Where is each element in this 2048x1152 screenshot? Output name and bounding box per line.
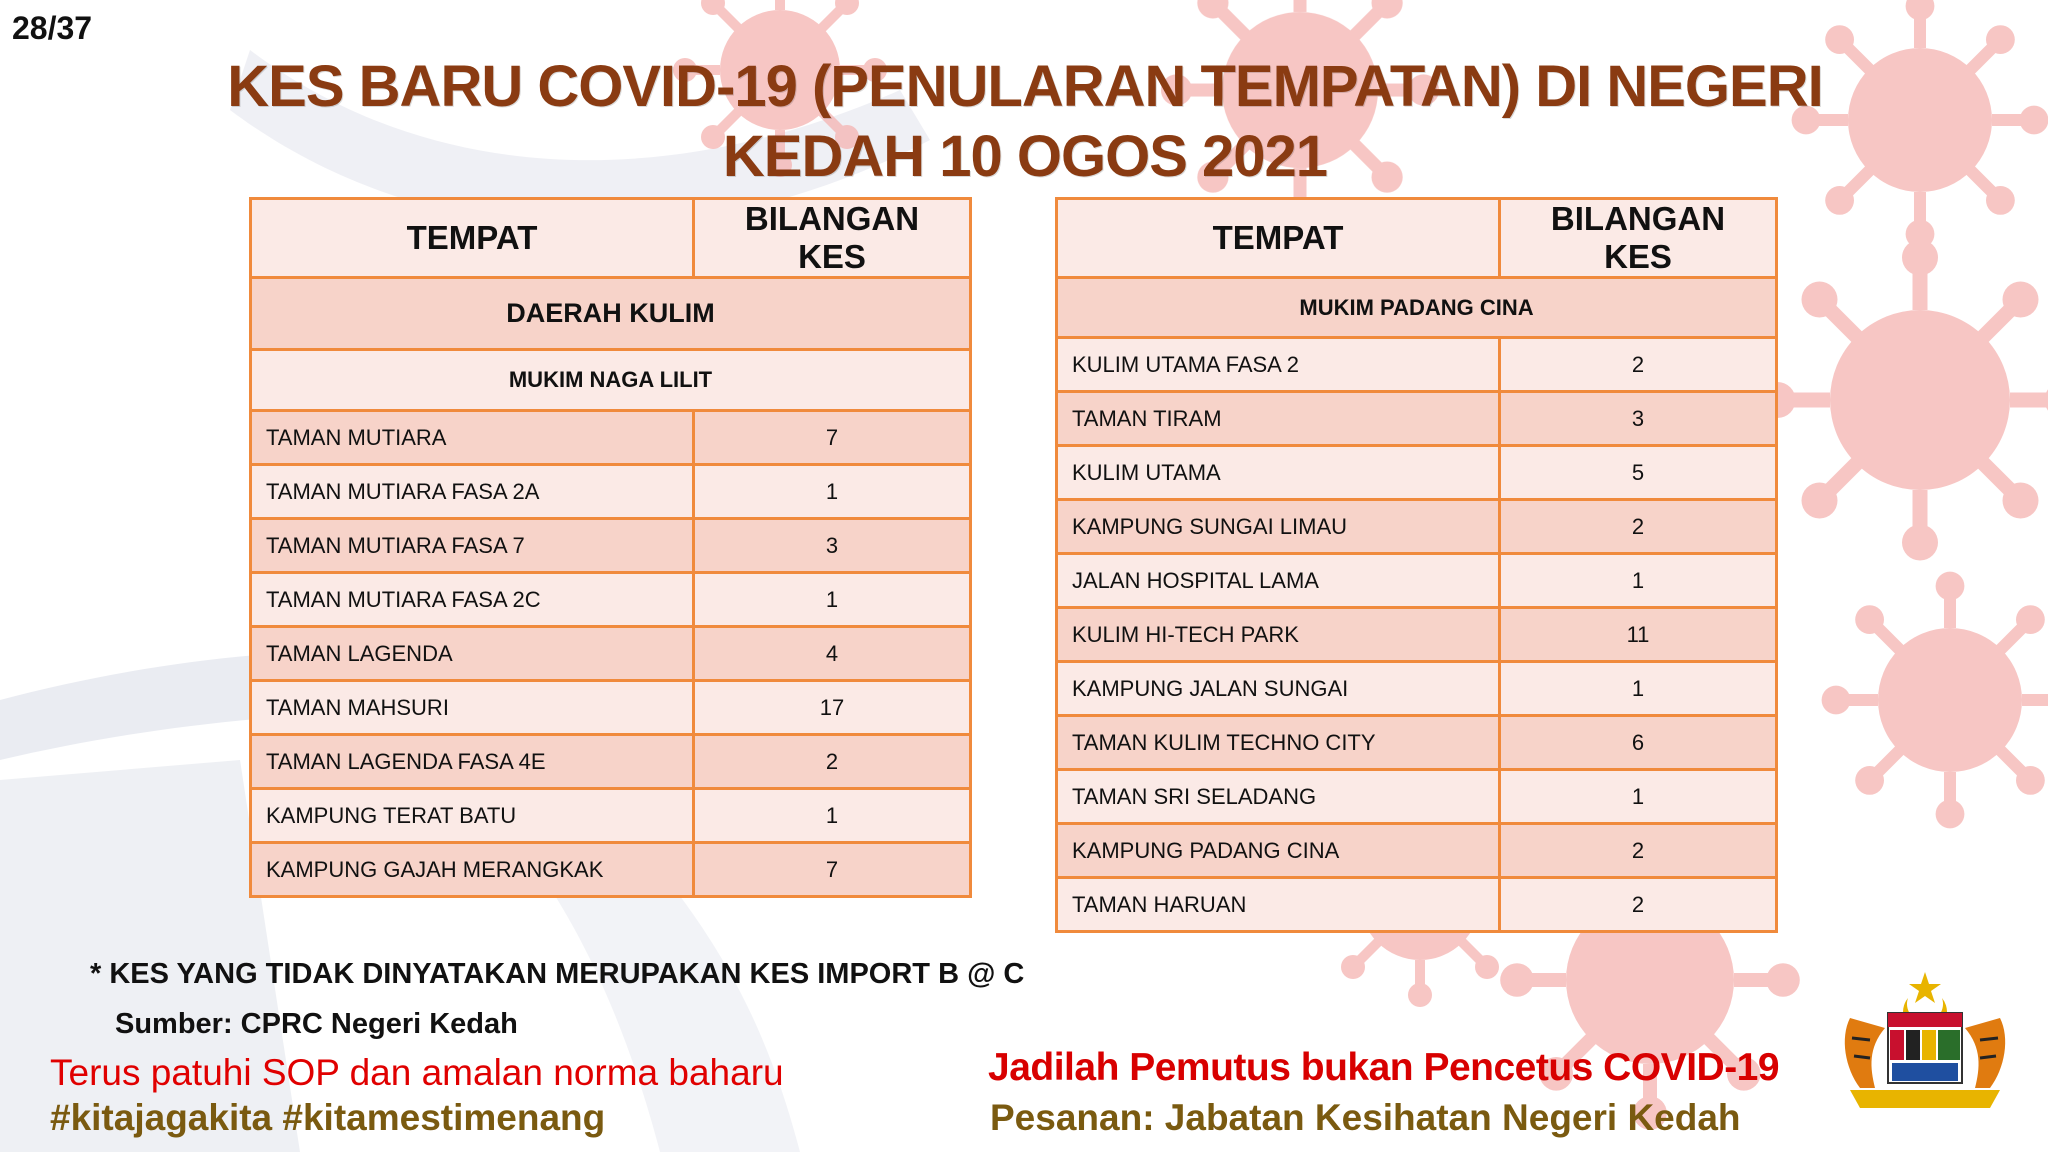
count-cell: 17	[694, 681, 971, 735]
count-cell: 1	[694, 573, 971, 627]
table-row	[1057, 716, 1777, 770]
table-row	[251, 735, 971, 789]
slogan: Jadilah Pemutus bukan Pencetus COVID-19	[988, 1046, 1780, 1089]
place-cell: TAMAN MUTIARA FASA 7	[251, 519, 694, 573]
count-cell: 1	[1500, 554, 1777, 608]
count-cell: 3	[694, 519, 971, 573]
table-row	[251, 465, 971, 519]
place-cell: KAMPUNG PADANG CINA	[1057, 824, 1500, 878]
place-cell: KAMPUNG TERAT BATU	[251, 789, 694, 843]
page-counter: 28/37	[12, 10, 93, 46]
right-cases-table	[1055, 197, 1778, 933]
count-cell: 1	[1500, 770, 1777, 824]
count-cell: 4	[694, 627, 971, 681]
source-text: Sumber: CPRC Negeri Kedah	[115, 1008, 518, 1040]
hashtags: #kitajagakita #kitamestimenang	[50, 1097, 606, 1138]
count-cell: 1	[694, 789, 971, 843]
place-cell: TAMAN HARUAN	[1057, 878, 1500, 932]
count-cell: 5	[1500, 446, 1777, 500]
district-label: DAERAH KULIM	[251, 278, 971, 350]
column-header-bilangan-kes: BILANGAN KES	[1500, 199, 1777, 278]
count-cell: 7	[694, 411, 971, 465]
footnote: * KES YANG TIDAK DINYATAKAN MERUPAKAN KES IMPORT B @ C	[90, 958, 1025, 990]
count-cell: 6	[1500, 716, 1777, 770]
title-line-1: KES BARU COVID-19 (PENULARAN TEMPATAN) DI NEGERI	[227, 54, 1823, 119]
left-cases-table	[249, 197, 972, 898]
place-cell: KAMPUNG GAJAH MERANGKAK	[251, 843, 694, 897]
table-row	[1057, 338, 1777, 392]
place-cell: TAMAN SRI SELADANG	[1057, 770, 1500, 824]
pesanan-text: Pesanan: Jabatan Kesihatan Negeri Kedah	[990, 1097, 1741, 1138]
sop-message: Terus patuhi SOP dan amalan norma baharu	[50, 1052, 784, 1093]
count-cell: 2	[1500, 824, 1777, 878]
title-line-2: KEDAH 10 OGOS 2021	[722, 124, 1328, 189]
table-row	[251, 681, 971, 735]
table-row	[251, 573, 971, 627]
place-cell: TAMAN MUTIARA FASA 2A	[251, 465, 694, 519]
place-cell: TAMAN KULIM TECHNO CITY	[1057, 716, 1500, 770]
place-cell: TAMAN LAGENDA FASA 4E	[251, 735, 694, 789]
table-row	[1057, 878, 1777, 932]
count-cell: 1	[694, 465, 971, 519]
count-cell: 2	[1500, 878, 1777, 932]
place-cell: TAMAN MUTIARA FASA 2C	[251, 573, 694, 627]
table-row	[1057, 770, 1777, 824]
table-row	[1057, 824, 1777, 878]
mukim-label: MUKIM PADANG CINA	[1057, 278, 1777, 338]
place-cell: KULIM UTAMA	[1057, 446, 1500, 500]
column-header-tempat: TEMPAT	[251, 199, 694, 278]
place-cell: TAMAN TIRAM	[1057, 392, 1500, 446]
place-cell: KAMPUNG JALAN SUNGAI	[1057, 662, 1500, 716]
page-title	[150, 52, 1900, 192]
place-cell: KULIM HI-TECH PARK	[1057, 608, 1500, 662]
table-row	[1057, 500, 1777, 554]
place-cell: TAMAN LAGENDA	[251, 627, 694, 681]
count-cell: 2	[1500, 500, 1777, 554]
count-cell: 3	[1500, 392, 1777, 446]
table-row	[251, 411, 971, 465]
place-cell: KAMPUNG SUNGAI LIMAU	[1057, 500, 1500, 554]
count-cell: 2	[694, 735, 971, 789]
count-cell: 11	[1500, 608, 1777, 662]
place-cell: TAMAN MUTIARA	[251, 411, 694, 465]
mukim-label: MUKIM NAGA LILIT	[251, 350, 971, 411]
table-row	[251, 789, 971, 843]
column-header-tempat: TEMPAT	[1057, 199, 1500, 278]
count-cell: 7	[694, 843, 971, 897]
place-cell: KULIM UTAMA FASA 2	[1057, 338, 1500, 392]
column-header-bilangan-kes: BILANGAN KES	[694, 199, 971, 278]
place-cell: JALAN HOSPITAL LAMA	[1057, 554, 1500, 608]
table-row	[1057, 662, 1777, 716]
table-row	[251, 627, 971, 681]
count-cell: 1	[1500, 662, 1777, 716]
table-row	[1057, 608, 1777, 662]
count-cell: 2	[1500, 338, 1777, 392]
table-row	[1057, 554, 1777, 608]
table-row	[251, 843, 971, 897]
place-cell: TAMAN MAHSURI	[251, 681, 694, 735]
table-row	[1057, 446, 1777, 500]
malaysia-coat-of-arms-icon	[1830, 968, 2020, 1113]
table-row	[1057, 392, 1777, 446]
table-row	[251, 519, 971, 573]
